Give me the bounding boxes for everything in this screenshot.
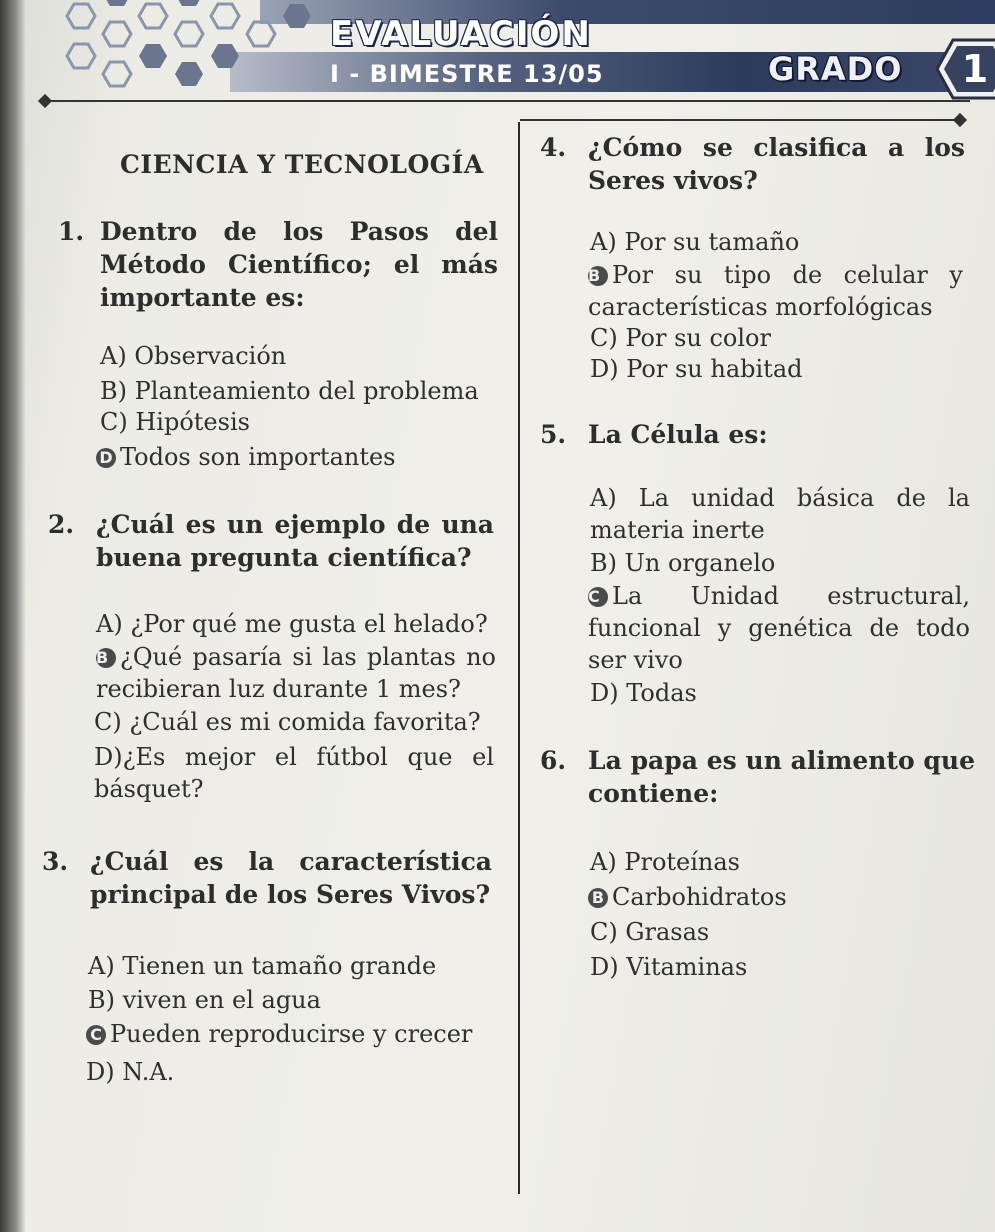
question-1 <box>58 215 498 315</box>
question-6 <box>540 744 975 814</box>
grade-badge <box>935 38 995 100</box>
hexagon-pattern-icon <box>60 0 310 95</box>
option-c: C) Grasas <box>590 918 710 946</box>
question-text: ¿Cómo se clasifica a los Seres vivos? <box>588 133 965 195</box>
option-a: A) Tienen un tamaño grande <box>88 952 437 980</box>
option-a: A) Proteínas <box>590 848 740 876</box>
period-label: I - BIMESTRE 13/05 <box>330 60 604 88</box>
option-a: A) Por su tamaño <box>590 228 800 256</box>
question-text: Dentro de los Pasos del Método Científico; el más importante es: <box>100 217 498 312</box>
option-text: ¿Qué pasaría si las plantas no recibieran luz durante 1 mes? <box>96 643 496 703</box>
option-d: D) Por su habitad <box>590 355 803 383</box>
question-text: La Célula es: <box>588 420 768 449</box>
option-c: C) ¿Cuál es mi comida favorita? <box>94 708 481 736</box>
option-b: B) Un organelo <box>590 549 776 577</box>
question-text: La papa es un alimento que contiene: <box>588 746 975 808</box>
option-b: B) viven en el agua <box>88 986 321 1014</box>
question-number: 1. <box>58 217 85 246</box>
option-c-selected <box>588 580 970 676</box>
selected-answer-mark: D <box>96 448 116 468</box>
selected-answer-mark: B <box>588 888 608 908</box>
selected-answer-mark: C <box>588 587 608 607</box>
grade-number: 1 <box>961 47 989 91</box>
option-b-selected <box>588 881 787 913</box>
option-a: A) Observación <box>100 342 287 370</box>
option-c-selected <box>86 1018 472 1050</box>
right-column-rule <box>520 119 960 121</box>
grade-label: GRADO <box>768 50 903 88</box>
question-text: ¿Cuál es la característica principal de los Seres Vivos? <box>90 847 492 909</box>
column-divider <box>518 122 520 1194</box>
header-rule <box>45 100 970 102</box>
option-text: Todos son importantes <box>120 443 396 471</box>
option-d: D) Vitaminas <box>590 953 748 981</box>
option-text: Por su tipo de celular y características morfológicas <box>588 261 963 321</box>
question-2 <box>48 508 496 578</box>
option-c: C) Hipótesis <box>100 408 250 436</box>
question-number: 3. <box>42 847 69 876</box>
question-text: ¿Cuál es un ejemplo de una buena pregunta científica? <box>96 510 494 572</box>
question-4 <box>540 131 965 201</box>
evaluation-title: EVALUACIÓN <box>330 14 592 54</box>
option-text: Carbohidratos <box>612 883 787 911</box>
option-a: A) La unidad básica de la materia inerte <box>590 484 970 544</box>
option-b: B) Planteamiento del problema <box>100 377 479 405</box>
question-3 <box>42 845 494 915</box>
header-banner <box>60 0 995 96</box>
option-c: C) Por su color <box>590 324 771 352</box>
page-edge-shadow <box>0 0 26 1232</box>
selected-answer-mark: B <box>96 648 116 668</box>
option-d-selected <box>96 441 396 473</box>
question-5 <box>540 418 960 454</box>
subject-title: CIENCIA Y TECNOLOGÍA <box>120 150 484 179</box>
option-d: D) N.A. <box>86 1058 175 1086</box>
option-b-selected <box>96 641 496 705</box>
option-b-selected <box>588 259 963 323</box>
option-a: A) ¿Por qué me gusta el helado? <box>96 610 488 638</box>
question-number: 2. <box>48 510 75 539</box>
question-number: 6. <box>540 746 567 775</box>
selected-answer-mark: B <box>588 266 608 286</box>
selected-answer-mark: C <box>86 1025 106 1045</box>
option-d: D)¿Es mejor el fútbol que el básquet? <box>94 743 494 803</box>
option-d: D) Todas <box>590 679 697 707</box>
question-number: 5. <box>540 420 567 449</box>
option-text: La Unidad estructural, funcional y genética de todo ser vivo <box>588 582 970 674</box>
option-text: Pueden reproducirse y crecer <box>110 1020 473 1048</box>
question-number: 4. <box>540 133 567 162</box>
